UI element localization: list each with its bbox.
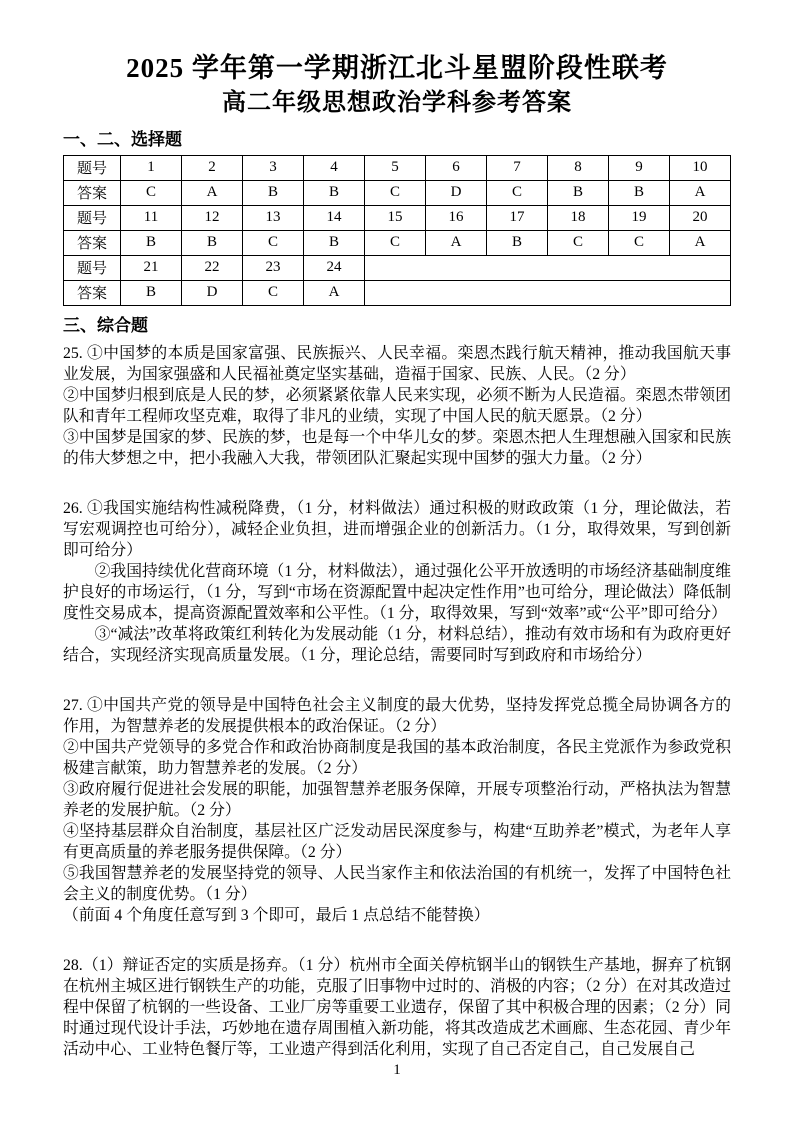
answer-cell: 8 <box>548 155 609 180</box>
question-block-28 <box>63 955 731 1060</box>
answer-cell: C <box>548 230 609 255</box>
question-block-26 <box>63 498 731 666</box>
answer-cell: C <box>365 230 426 255</box>
answer-cell: A <box>304 280 365 305</box>
answer-cell: 5 <box>365 155 426 180</box>
answer-cell: 11 <box>121 205 182 230</box>
answer-cell: 20 <box>670 205 731 230</box>
answer-table-row <box>64 255 731 280</box>
answer-cell: B <box>243 180 304 205</box>
row-label-cell: 答案 <box>64 230 121 255</box>
answer-cell: B <box>487 230 548 255</box>
answer-cell: C <box>487 180 548 205</box>
answer-cell: 2 <box>182 155 243 180</box>
answer-cell: 10 <box>670 155 731 180</box>
answer-cell: C <box>365 180 426 205</box>
answer-cell: 3 <box>243 155 304 180</box>
row-label-cell: 答案 <box>64 280 121 305</box>
answer-table-body <box>64 155 731 305</box>
row-label-cell: 题号 <box>64 255 121 280</box>
answer-cell: A <box>182 180 243 205</box>
answer-cell: 4 <box>304 155 365 180</box>
answer-cell: C <box>121 180 182 205</box>
answer-cell: 15 <box>365 205 426 230</box>
answer-paragraph: 26. ①我国实施结构性减税降费，（1 分，材料做法）通过积极的财政政策（1 分，理论做法，若写宏观调控也可给分），减轻企业负担，进而增强企业的创新活力。（1 分，取得效果，写到创新即可给分） <box>63 499 731 559</box>
answer-cell: 16 <box>426 205 487 230</box>
answer-cell: 13 <box>243 205 304 230</box>
answer-paragraph: ⑤我国智慧养老的发展坚持党的领导、人民当家作主和依法治国的有机统一，发挥了中国特色社会主义的制度优势。（1 分） <box>63 864 731 903</box>
row-label-cell: 题号 <box>64 205 121 230</box>
essay-section <box>63 343 731 1060</box>
answer-cell: C <box>243 230 304 255</box>
answer-cell: B <box>304 230 365 255</box>
answer-paragraph: （前面 4 个角度任意写到 3 个即可，最后 1 点总结不能替换） <box>63 906 490 924</box>
answer-cell: 17 <box>487 205 548 230</box>
answer-paragraph: ③中国梦是国家的梦、民族的梦，也是每一个中华儿女的梦。栾恩杰把人生理想融入国家和民族的伟大梦想之中，把小我融入大我，带领团队汇聚起实现中国梦的强大力量。（2 分） <box>63 428 731 467</box>
answer-paragraph: 28.（1）辩证否定的实质是扬弃。（1 分）杭州市全面关停杭钢半山的钢铁生产基地，摒弃了杭钢在杭州主城区进行钢铁生产的功能，克服了旧事物中过时的、消极的内容；（2 分）在对其改造过程中保留了杭钢的一些设备、工业厂房等重要工业遗存，保留了其中积极合理的因素；（2 分）同时通过现代设计手法，巧妙地在遗存周围植入新功能，将其改造成艺术画廊、生态花园、青少年活动中心、工业特色餐厅等，工业遗产得到活化利用，实现了自己否定自己，自己发展自己 <box>63 956 731 1058</box>
answer-cell: 18 <box>548 205 609 230</box>
answer-cell: D <box>426 180 487 205</box>
page-number: 1 <box>393 1062 401 1078</box>
answer-cell: A <box>426 230 487 255</box>
answer-cell: A <box>670 230 731 255</box>
answer-cell: B <box>121 280 182 305</box>
answer-paragraph: ②中国共产党领导的多党合作和政治协商制度是我国的基本政治制度，各民主党派作为参政党积极建言献策，助力智慧养老的发展。（2 分） <box>63 738 731 777</box>
answer-cell: C <box>243 280 304 305</box>
answer-paragraph: 27. ①中国共产党的领导是中国特色社会主义制度的最大优势，坚持发挥党总揽全局协调各方的作用，为智慧养老的发展提供根本的政治保证。（2 分） <box>63 696 731 735</box>
answer-cell: D <box>182 280 243 305</box>
answer-table-row <box>64 230 731 255</box>
answer-cell: 19 <box>609 205 670 230</box>
answer-cell: B <box>121 230 182 255</box>
answer-table-row <box>64 180 731 205</box>
exam-subtitle: 高二年级思想政治学科参考答案 <box>222 90 572 117</box>
question-block-25 <box>63 343 731 469</box>
answer-paragraph: 25. ①中国梦的本质是国家富强、民族振兴、人民幸福。栾恩杰践行航天精神，推动我国航天事业发展，为国家强盛和人民福祉奠定坚实基础，造福于国家、民族、人民。（2 分） <box>63 344 731 383</box>
question-block-27 <box>63 695 731 926</box>
choice-section-heading: 一、二、选择题 <box>63 129 182 149</box>
answer-cell: 14 <box>304 205 365 230</box>
answer-cell: B <box>182 230 243 255</box>
row-label-cell: 题号 <box>64 155 121 180</box>
answer-paragraph: ②中国梦归根到底是人民的梦，必须紧紧依靠人民来实现，必须不断为人民造福。栾恩杰带领团队和青年工程师攻坚克难，取得了非凡的业绩，实现了中国人民的航天愿景。（2 分） <box>63 386 731 425</box>
exam-title: 2025 学年第一学期浙江北斗星盟阶段性联考 <box>126 53 668 83</box>
answer-cell: C <box>609 230 670 255</box>
row-label-cell: 答案 <box>64 180 121 205</box>
answer-cell: 6 <box>426 155 487 180</box>
empty-cell <box>365 255 731 280</box>
answer-cell: 1 <box>121 155 182 180</box>
answer-table-row <box>64 205 731 230</box>
answer-cell: 23 <box>243 255 304 280</box>
answer-cell: 12 <box>182 205 243 230</box>
answer-paragraph: ②我国持续优化营商环境（1 分，材料做法），通过强化公平开放透明的市场经济基础制度维护良好的市场运行，（1 分，写到“市场在资源配置中起决定性作用”也可给分，理论做法）降低制度性交易成本，提高资源配置效率和公平性。（1 分，取得效果，写到“效率”或“公平”即可给分） <box>63 562 731 622</box>
empty-cell <box>365 280 731 305</box>
answer-cell: 7 <box>487 155 548 180</box>
answer-cell: B <box>609 180 670 205</box>
answer-cell: 21 <box>121 255 182 280</box>
answer-paragraph: ④坚持基层群众自治制度，基层社区广泛发动居民深度参与，构建“互助养老”模式，为老年人享有更高质量的养老服务提供保障。（2 分） <box>63 822 731 861</box>
answer-cell: 24 <box>304 255 365 280</box>
essay-section-heading: 三、综合题 <box>63 315 148 335</box>
answer-paragraph: ③“减法”改革将政策红利转化为发展动能（1 分，材料总结），推动有效市场和有为政府更好结合，实现经济实现高质量发展。（1 分，理论总结，需要同时写到政府和市场给分） <box>63 625 731 664</box>
answer-cell: 22 <box>182 255 243 280</box>
answer-table-row <box>64 280 731 305</box>
answer-cell: A <box>670 180 731 205</box>
answer-cell: 9 <box>609 155 670 180</box>
answer-table-row <box>64 155 731 180</box>
answer-cell: B <box>548 180 609 205</box>
answer-cell: B <box>304 180 365 205</box>
answer-paragraph: ③政府履行促进社会发展的职能，加强智慧养老服务保障，开展专项整治行动，严格执法为智慧养老的发展护航。（2 分） <box>63 780 731 819</box>
answer-table <box>63 155 731 306</box>
